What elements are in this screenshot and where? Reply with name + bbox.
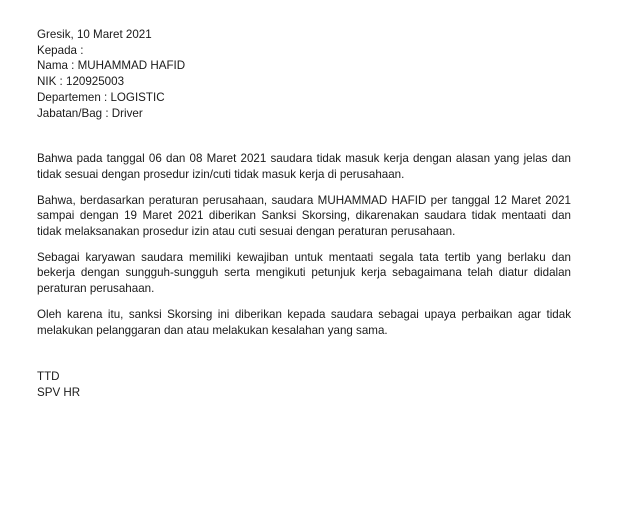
paragraph-suspension: Bahwa, berdasarkan peraturan perusahaan, saudara MUHAMMAD HAFID per tanggal 12 Maret 2021 sampai dengan 19 Maret 2021 diberikan Sanksi Skorsing, dikarenakan saudara tidak mentaati dan tidak melaksanakan prosedur izin atau cuti sesuai dengan peraturan perusahaan. bbox=[37, 193, 571, 239]
letter-header bbox=[37, 27, 571, 121]
paragraph-absence: Bahwa pada tanggal 06 dan 08 Maret 2021 saudara tidak masuk kerja dengan alasan yang jelas dan tidak sesuai dengan prosedur izin/cuti tidak masuk kerja di perusahaan. bbox=[37, 152, 571, 181]
employee-nik: NIK : 120925003 bbox=[37, 75, 125, 89]
signature-title: SPV HR bbox=[37, 385, 81, 399]
employee-department: Departemen : LOGISTIC bbox=[37, 90, 165, 104]
place-date: Gresik, 10 Maret 2021 bbox=[37, 28, 152, 41]
employee-position: Jabatan/Bag : Driver bbox=[37, 106, 143, 120]
paragraph-conclusion: Oleh karena itu, sanksi Skorsing ini diberikan kepada saudara sebagai upaya perbaikan agar tidak melakukan pelanggaran dan atau melakukan kesalahan yang sama. bbox=[37, 307, 571, 337]
recipient-label: Kepada : bbox=[37, 43, 84, 57]
signature-block bbox=[37, 369, 571, 400]
employee-name: Nama : MUHAMMAD HAFID bbox=[37, 59, 186, 73]
paragraph-obligations: Sebagai karyawan saudara memiliki kewajiban untuk mentaati segala tata tertib yang berlaku dan bekerja dengan sungguh-sungguh serta mengikuti petunjuk kerja sebagaimana telah diatur didalan peraturan perusahaan. bbox=[37, 250, 571, 296]
letter-document bbox=[37, 27, 571, 401]
signature-ttd: TTD bbox=[37, 370, 60, 384]
